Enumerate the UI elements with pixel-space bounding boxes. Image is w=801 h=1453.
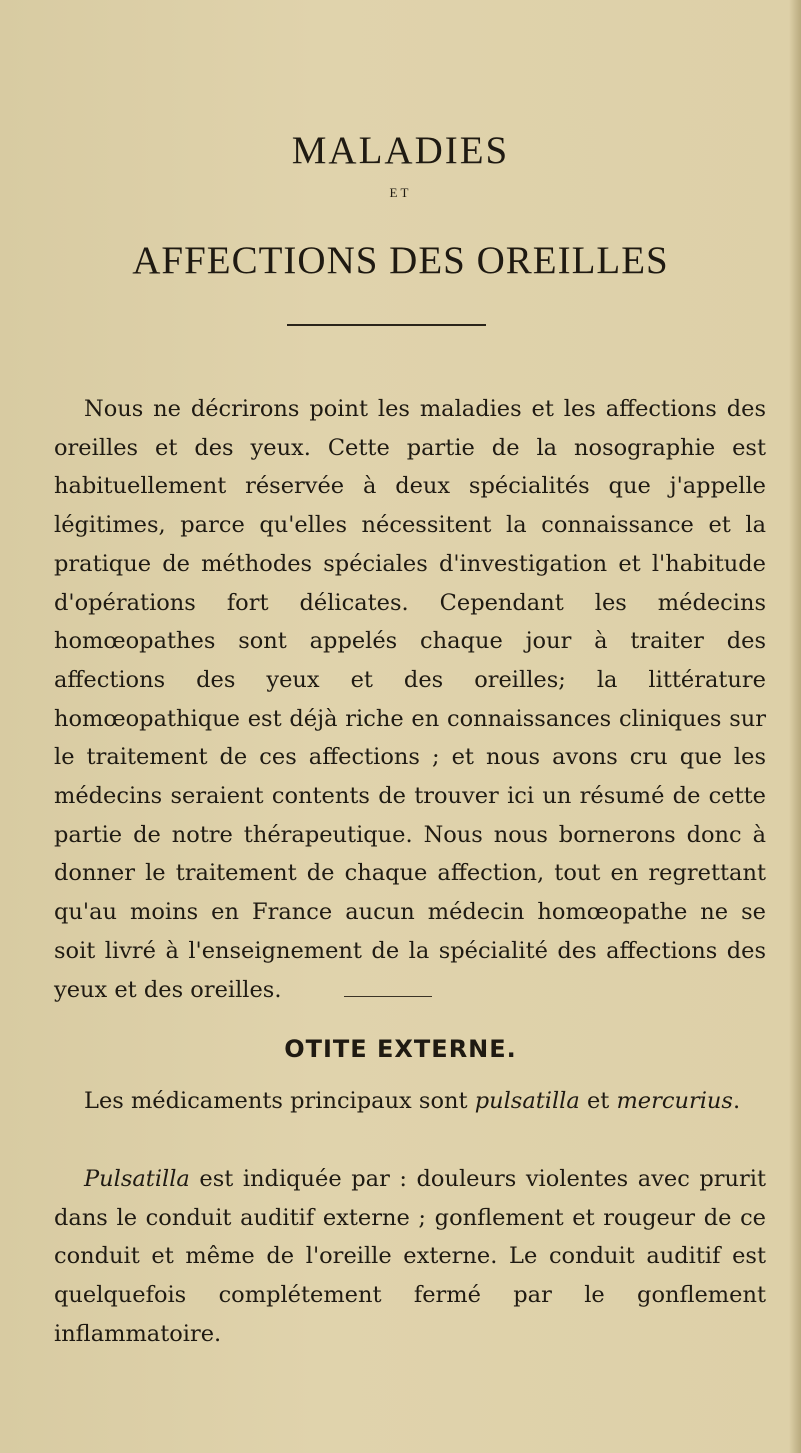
text-run: Les médicaments principaux sont	[84, 1088, 475, 1114]
drug-name-pulsatilla: pulsatilla	[474, 1088, 580, 1114]
chapter-title-line2: AFFECTIONS DES OREILLES	[132, 239, 669, 282]
drug-name-mercurius: mercurius	[616, 1088, 733, 1114]
text-run: et	[579, 1088, 617, 1114]
chapter-title-line1: MALADIES	[291, 129, 510, 172]
medications-paragraph	[54, 1082, 766, 1121]
title-divider	[287, 324, 486, 326]
text-run: .	[732, 1088, 741, 1114]
text-run: est indiquée par : douleurs violentes avec prurit dans le conduit auditif externe ; gonflement et rougeur de ce conduit et même de l'oreille externe. Le conduit auditif est quelquefois complétement fermé par le gonflement inflammatoire.	[54, 1166, 766, 1347]
pulsatilla-paragraph	[54, 1160, 766, 1354]
intro-paragraph: Nous ne décrirons point les maladies et les affections des oreilles et des yeux. Cette partie de la nosographie est habituellement réservée à deux spécialités que j'appelle légitimes, parce qu'elles nécessitent la connaissance et la pratique de méthodes spéciales d'investigation et l'habitude d'opérations fort délicates. Cependant les médecins homœopathes sont appelés chaque jour à traiter des affections des yeux et des oreilles; la littérature homœopathique est déjà riche en connaissances cliniques sur le traitement de ces affections ; et nous avons cru que les médecins seraient contents de trouver ici un résumé de cette partie de notre thérapeutique. Nous nous bornerons donc à donner le traitement de chaque affection, tout en regrettant qu'au moins en France aucun médecin homœopathe ne se soit livré à l'enseignement de la spécialité des affections des yeux et des oreilles.	[54, 396, 766, 1003]
section-divider	[344, 996, 432, 997]
page-edge	[789, 0, 801, 1453]
section-heading: OTITE EXTERNE.	[284, 1035, 517, 1063]
chapter-title-conjunction: ET	[389, 185, 412, 200]
drug-name-pulsatilla-heading: Pulsatilla	[84, 1166, 190, 1192]
